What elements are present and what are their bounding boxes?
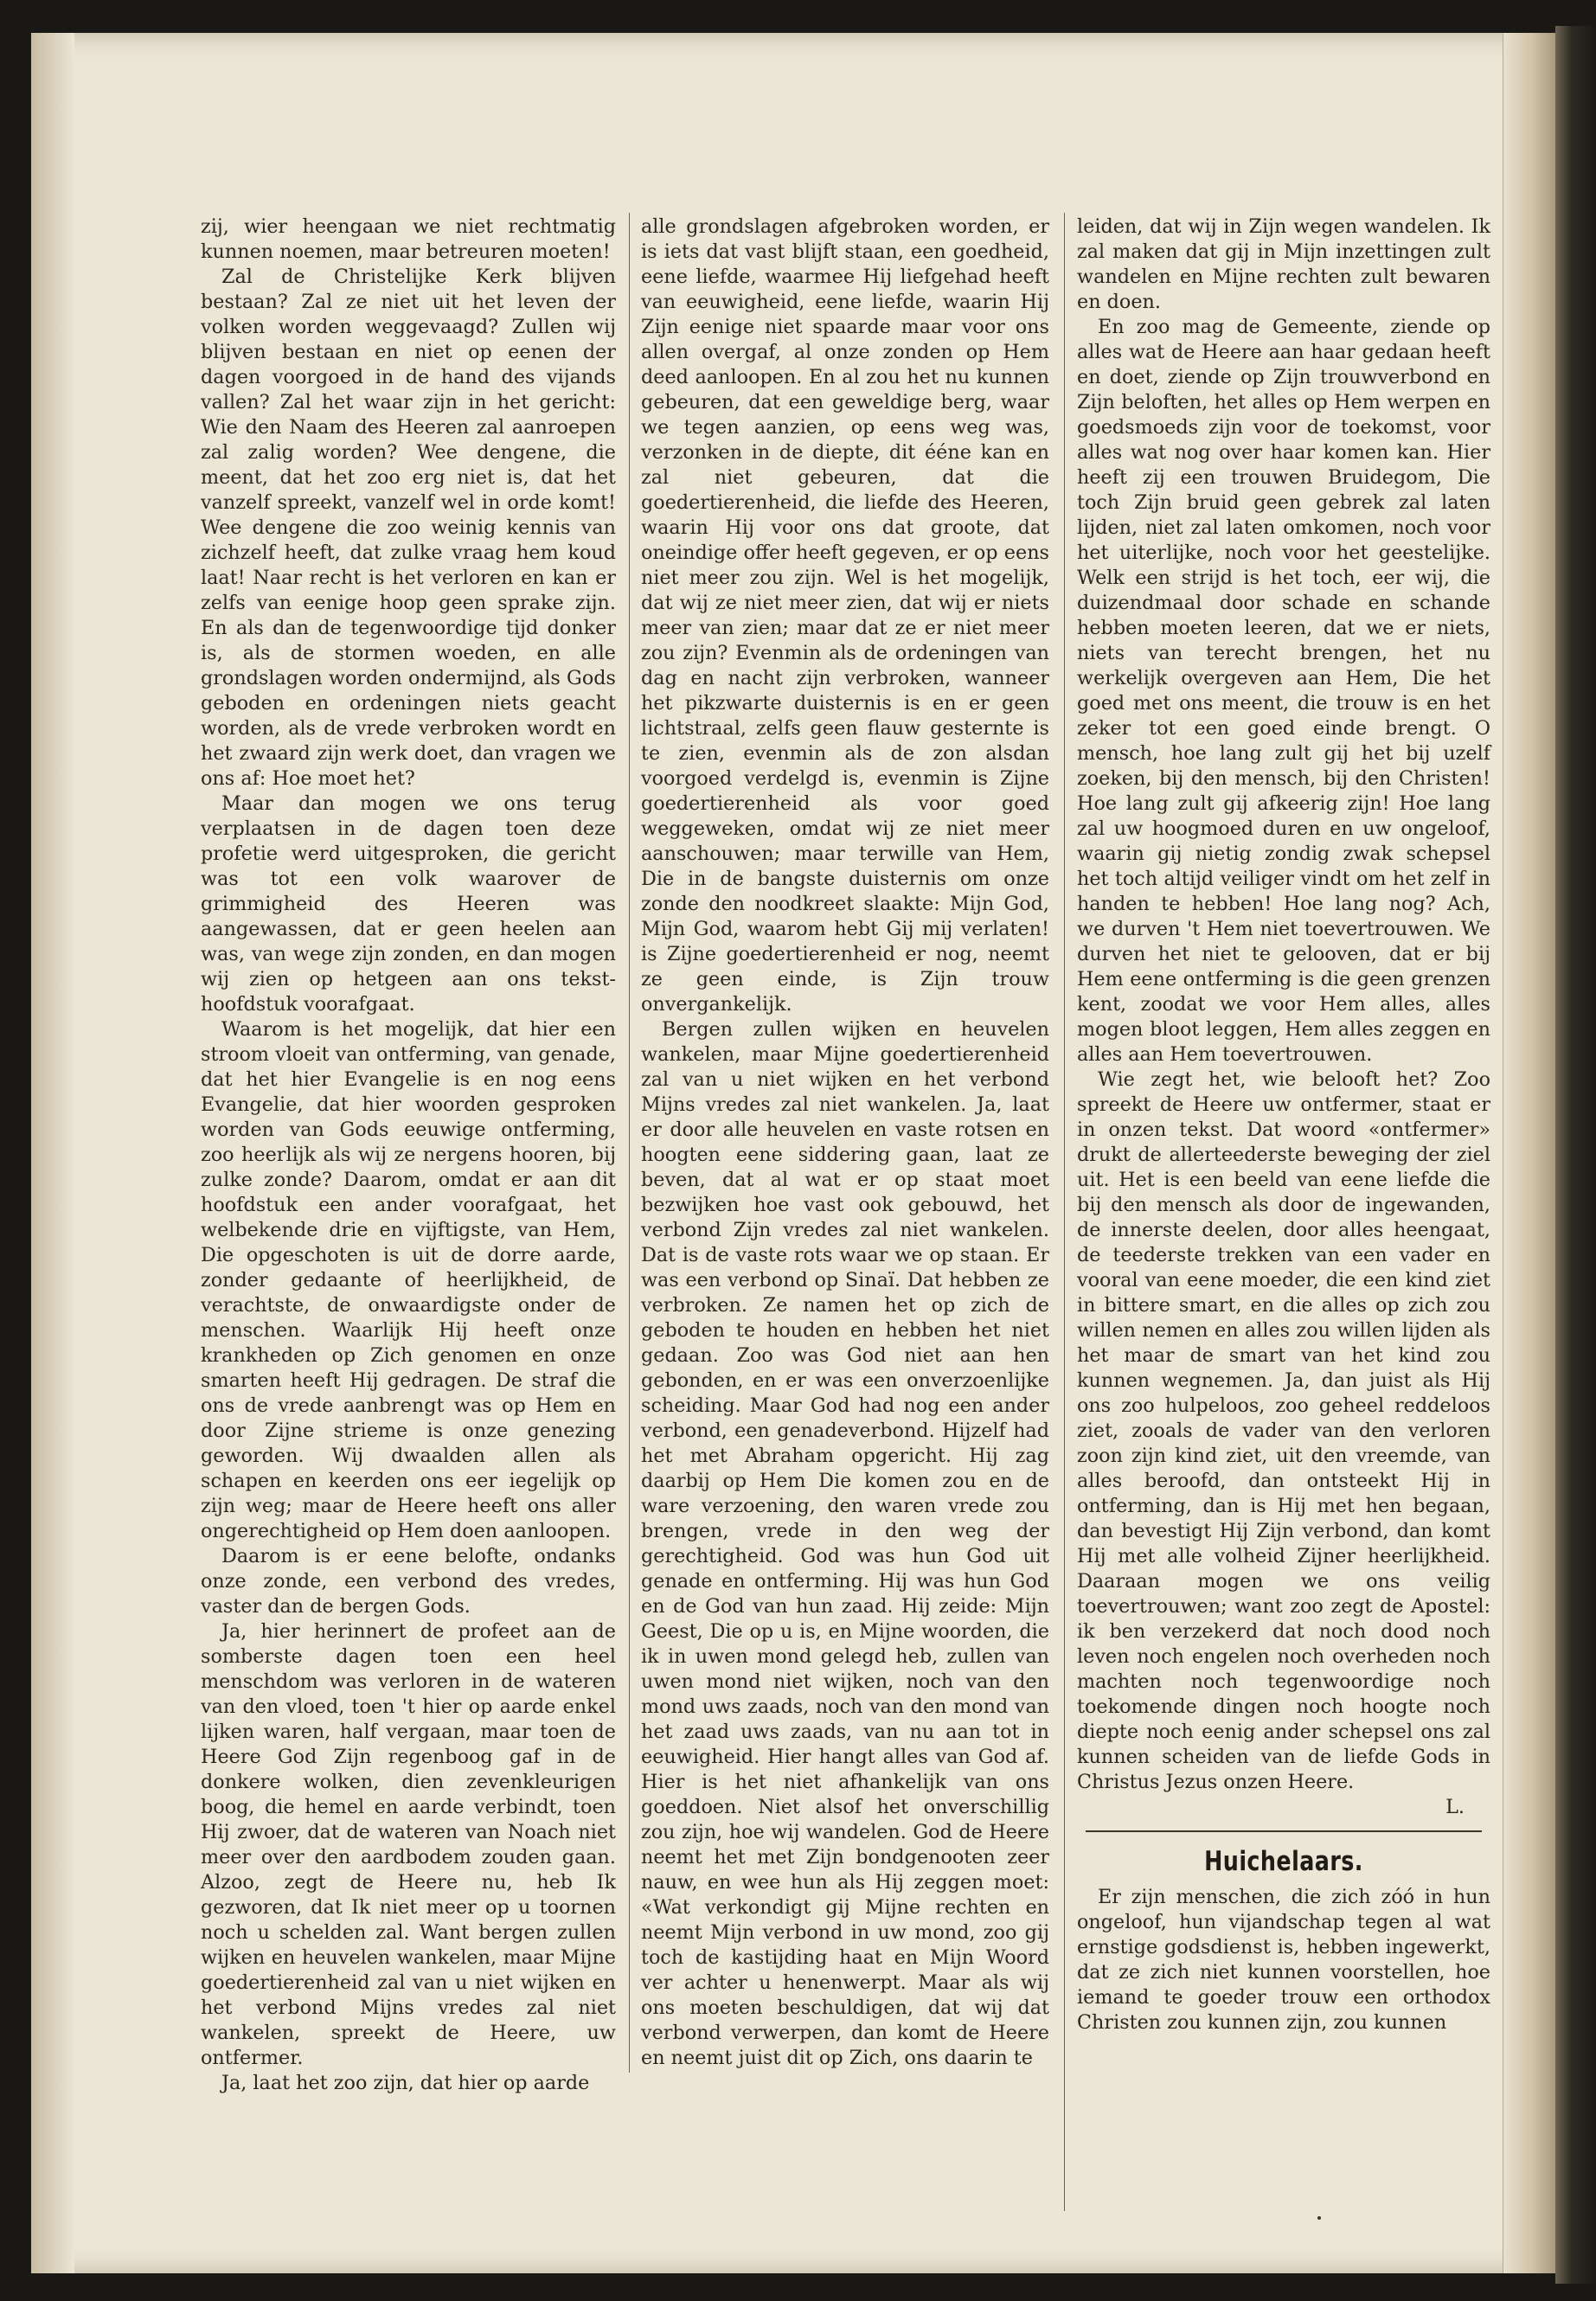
column-divider	[629, 213, 630, 2073]
paragraph: Daarom is er eene belofte, ondanks onze zonde, een verbond des vredes, vaster dan de bergen Gods.	[201, 1545, 616, 1618]
text-column-1	[201, 215, 616, 2096]
paragraph: Er zijn menschen, die zich zóó in hun ongeloof, hun vijandschap tegen al wat ernstige godsdienst is, hebben ingewerkt, dat ze zich niet kunnen voorstellen, hoe iemand te goeder trouw een orthodox Christen zou kunnen zijn, zou kunnen	[1077, 1886, 1490, 2034]
section-heading: Huichelaars.	[1204, 1846, 1363, 1877]
book-edge	[1555, 26, 1596, 2284]
page-binding-right	[1503, 33, 1555, 2273]
section-separator	[1086, 1830, 1482, 1832]
author-signature: L.	[1445, 1796, 1465, 1818]
paragraph: En zoo mag de Gemeente, ziende op alles wat de Heere aan haar gedaan heeft en doet, ziende op Zijn trouwverbond en Zijn beloften, het alles op Hem werpen en goedsmoeds zijn voor de toekomst, voor alles wat nog over haar komen kan. Hier heeft zij een trouwen Bruidegom, Die toch Zijn bruid geen gebrek zal laten lijden, niet zal laten omkomen, noch voor het uiterlijke, noch voor het geestelijke. Welk een strijd is het toch, eer wij, die duizendmaal door schade en schande hebben moeten leeren, dat we er niets, niets van terecht brengen, het nu werkelijk overgeven aan Hem, Die het goed met ons meent, die trouw is en het zeker tot een goed einde brengt. O mensch, hoe lang zult gij het bij uzelf zoeken, bij den mensch, bij den Christen! Hoe lang zult gij afkeerig zijn! Hoe lang zal uw hoogmoed duren en uw ongeloof, waarin gij nietig zondig zwak schepsel het toch altijd veiliger vindt om het zelf in handen te hebben! Hoe lang nog? Ach, we durven 't Hem niet toevertrouwen. We durven het niet te gelooven, dat er bij Hem eene ontferming is die geen grenzen kent, zoodat we voor Hem alles, alles mogen bloot leggen, Hem alles zeggen en alles aan Hem toevertrouwen.	[1077, 316, 1490, 1066]
column-divider	[1064, 213, 1065, 2211]
print-speck	[1317, 2216, 1321, 2220]
paragraph: Waarom is het mogelijk, dat hier een stroom vloeit van ontferming, van genade, dat het hier Evangelie is en nog eens Evangelie, dat hier woorden gesproken worden van Gods eeuwige ontferming, zoo heerlijk als wij ze nergens hooren, bij zulke zonde? Daarom, omdat er aan dit hoofdstuk een ander voorafgaat, het welbekende drie en vijftigste, van Hem, Die opgeschoten is uit de dorre aarde, zonder gedaante of heerlijkheid, de verachtste, de onwaardigste onder de menschen. Waarlijk Hij heeft onze krankheden op Zich genomen en onze smarten heeft Hij gedragen. De straf die ons de vrede aanbrengt was op Hem en door Zijne strieme is onze genezing geworden. Wij dwaalden allen als schapen en keerden ons eer iegelijk op zijn weg; maar de Heere heeft ons aller ongerechtigheid op Hem doen aanloopen.	[201, 1018, 616, 1542]
paragraph: Zal de Christelijke Kerk blijven bestaan? Zal ze niet uit het leven der volken worden weggevaagd? Zullen wij blijven bestaan en niet op eenen der dagen voorgoed in de hand des vijands vallen? Zal het waar zijn in het gericht: Wie den Naam des Heeren zal aanroepen zal zalig worden? Wee dengene, die meent, dat het zoo erg niet is, dat het vanzelf spreekt, vanzelf wel in orde komt! Wee dengene die zoo weinig kennis van zichzelf heeft, dat zulke vraag hem koud laat! Naar recht is het verloren en kan er zelfs van eenige hoop geen sprake zijn. En als dan de tegenwoordige tijd donker is, als de stormen woeden, en alle grondslagen worden ondermijnd, als Gods geboden en ordeningen niets geacht worden, als de vrede verbroken wordt en het zwaard zijn werk doet, dan vragen we ons af: Hoe moet het?	[201, 266, 616, 790]
paragraph: Maar dan mogen we ons terug verplaatsen in de dagen toen deze profetie werd uitgesproken, die gericht was tot een volk waarover de grimmigheid des Heeren was aangewassen, dat er geen heelen aan was, van wege zijn zonden, en dan mogen wij zien op hetgeen aan ons tekst-hoofdstuk voorafgaat.	[201, 792, 616, 1016]
paragraph: zij, wier heengaan we niet rechtmatig kunnen noemen, maar betreuren moeten!	[201, 215, 616, 263]
paragraph: alle grondslagen afgebroken worden, er is iets dat vast blijft staan, een goedheid, eene liefde, waarmee Hij liefgehad heeft van eeuwigheid, eene liefde, waarin Hij Zijn eenige niet spaarde maar voor ons allen overgaf, al onze zonden op Hem deed aanloopen. En al zou het nu kunnen gebeuren, dat een geweldige berg, waar we tegen aanzien, op eens weg was, verzonken in de diepte, dit ééne kan en zal niet gebeuren, dat die goedertierenheid, die liefde des Heeren, waarin Hij voor ons dat groote, dat oneindige offer heeft gegeven, er op eens niet meer zou zijn. Wel is het mogelijk, dat wij ze niet meer zien, dat wij er niets meer van zien; maar dat ze er niet meer zou zijn? Evenmin als de ordeningen van dag en nacht zijn verbroken, wanneer het pikzwarte duisternis is en er geen lichtstraal, zelfs geen flauw gesternte is te zien, evenmin als de zon alsdan voorgoed verdelgd is, evenmin is Zijne goedertierenheid als voor goed weggeweken, omdat wij ze niet meer aanschouwen; maar terwille van Hem, Die in de bangste duisternis om onze zonde den noodkreet slaakte: Mijn God, Mijn God, waarom hebt Gij mij verlaten! is Zijne goedertierenheid er nog, neemt ze geen einde, is Zijn trouw onvergankelijk.	[641, 215, 1049, 1016]
page-binding-left	[31, 33, 74, 2273]
paragraph: leiden, dat wij in Zijn wegen wandelen. Ik zal maken dat gij in Mijn inzettingen zult wandelen en Mijne rechten zult bewaren en doen.	[1077, 215, 1490, 313]
paragraph: Wie zegt het, wie belooft het? Zoo spreekt de Heere uw ontfermer, staat er in onzen tekst. Dat woord «ontfermer» drukt de allerteederste beweging der ziel uit. Het is een beeld van eene liefde die bij den mensch als door de ingewanden, de innerste deelen, door alles heengaat, de teederste trekken van een vader en vooral van eene moeder, die een kind ziet in bittere smart, en die alles op zich zou willen nemen en alles zou willen lijden als het maar de smart van het kind zou kunnen wegnemen. Ja, dan juist als Hij ons zoo hulpeloos, zoo geheel reddeloos ziet, zooals de vader van den verloren zoon zijn kind ziet, uit den vreemde, van alles beroofd, dan ontsteekt Hij in ontferming, dan is Hij met hen begaan, dan bevestigt Hij Zijn verbond, dan komt Hij met alle volheid Zijner heerlijkheid. Daaraan mogen we ons veilig toevertrouwen; want zoo zegt de Apostel: ik ben verzekerd dat noch dood noch leven noch engelen noch overheden noch machten noch tegenwoordige noch toekomende dingen noch hoogte noch diepte noch eenig ander schepsel ons zal kunnen scheiden van de liefde Gods in Christus Jezus onzen Heere.	[1077, 1068, 1490, 1793]
text-column-3	[1077, 215, 1490, 2035]
paragraph: Ja, hier herinnert de profeet aan de somberste dagen toen een heel menschdom was verloren in de wateren van den vloed, toen 't hier op aarde enkel lijken waren, half vergaan, maar toen de Heere God Zijn regenboog gaf in de donkere wolken, dien zevenkleurigen boog, die hemel en aarde verbindt, toen Hij zwoer, dat de wateren van Noach niet meer over den aardbodem zouden gaan. Alzoo, zegt de Heere nu, heb Ik gezworen, dat Ik niet meer op u toornen noch u schelden zal. Want bergen zullen wijken en heuvelen wankelen, maar Mijne goedertierenheid zal van u niet wijken en het verbond Mijns vredes zal niet wankelen, spreekt de Heere, uw ontfermer.	[201, 1620, 616, 2069]
paragraph: Bergen zullen wijken en heuvelen wankelen, maar Mijne goedertierenheid zal van u niet wijken en het verbond Mijns vredes zal niet wankelen. Ja, laat er door alle heuvelen en vaste rotsen en hoogten eene siddering gaan, laat ze beven, dat al wat er op staat moet bezwijken hoe vast ook gebouwd, het verbond Zijn vredes zal niet wankelen. Dat is de vaste rots waar we op staan. Er was een verbond op Sinaï. Dat hebben ze verbroken. Ze namen het op zich de geboden te houden en hebben het niet gedaan. Zoo was God niet aan hen gebonden, en er was een onverzoenlijke scheiding. Maar God had nog een ander verbond, een genadeverbond. Hijzelf had het met Abraham opgericht. Hij zag daarbij op Hem Die komen zou en de ware verzoening, den waren vrede zou brengen, vrede in den weg der gerechtigheid. God was hun God uit genade en ontferming. Hij was hun God en de God van hun zaad. Hij zeide: Mijn Geest, Die op u is, en Mijne woorden, die ik in uwen mond gelegd heb, zullen van uwen mond niet wijken, noch van den mond uws zaads, noch van den mond van het zaad uws zaads, van nu aan tot in eeuwigheid. Hier hangt alles van God af. Hier is het niet afhankelijk van ons goeddoen. Niet alsof het onverschillig zou zijn, hoe wij wandelen. God de Heere neemt het met Zijn bondgenooten zeer nauw, en wee hun als Hij zeggen moet: «Wat verkondigt gij Mijne rechten en neemt Mijn verbond in uw mond, zoo gij toch de kastijding haat en Mijn Woord ver achter u henenwerpt. Maar als wij ons moeten beschuldigen, dat wij dat verbond verwerpen, dan komt de Heere en neemt juist dit op Zich, ons daarin te	[641, 1018, 1049, 2069]
text-column-2	[641, 215, 1049, 2071]
paragraph: Ja, laat het zoo zijn, dat hier op aarde	[221, 2072, 590, 2094]
